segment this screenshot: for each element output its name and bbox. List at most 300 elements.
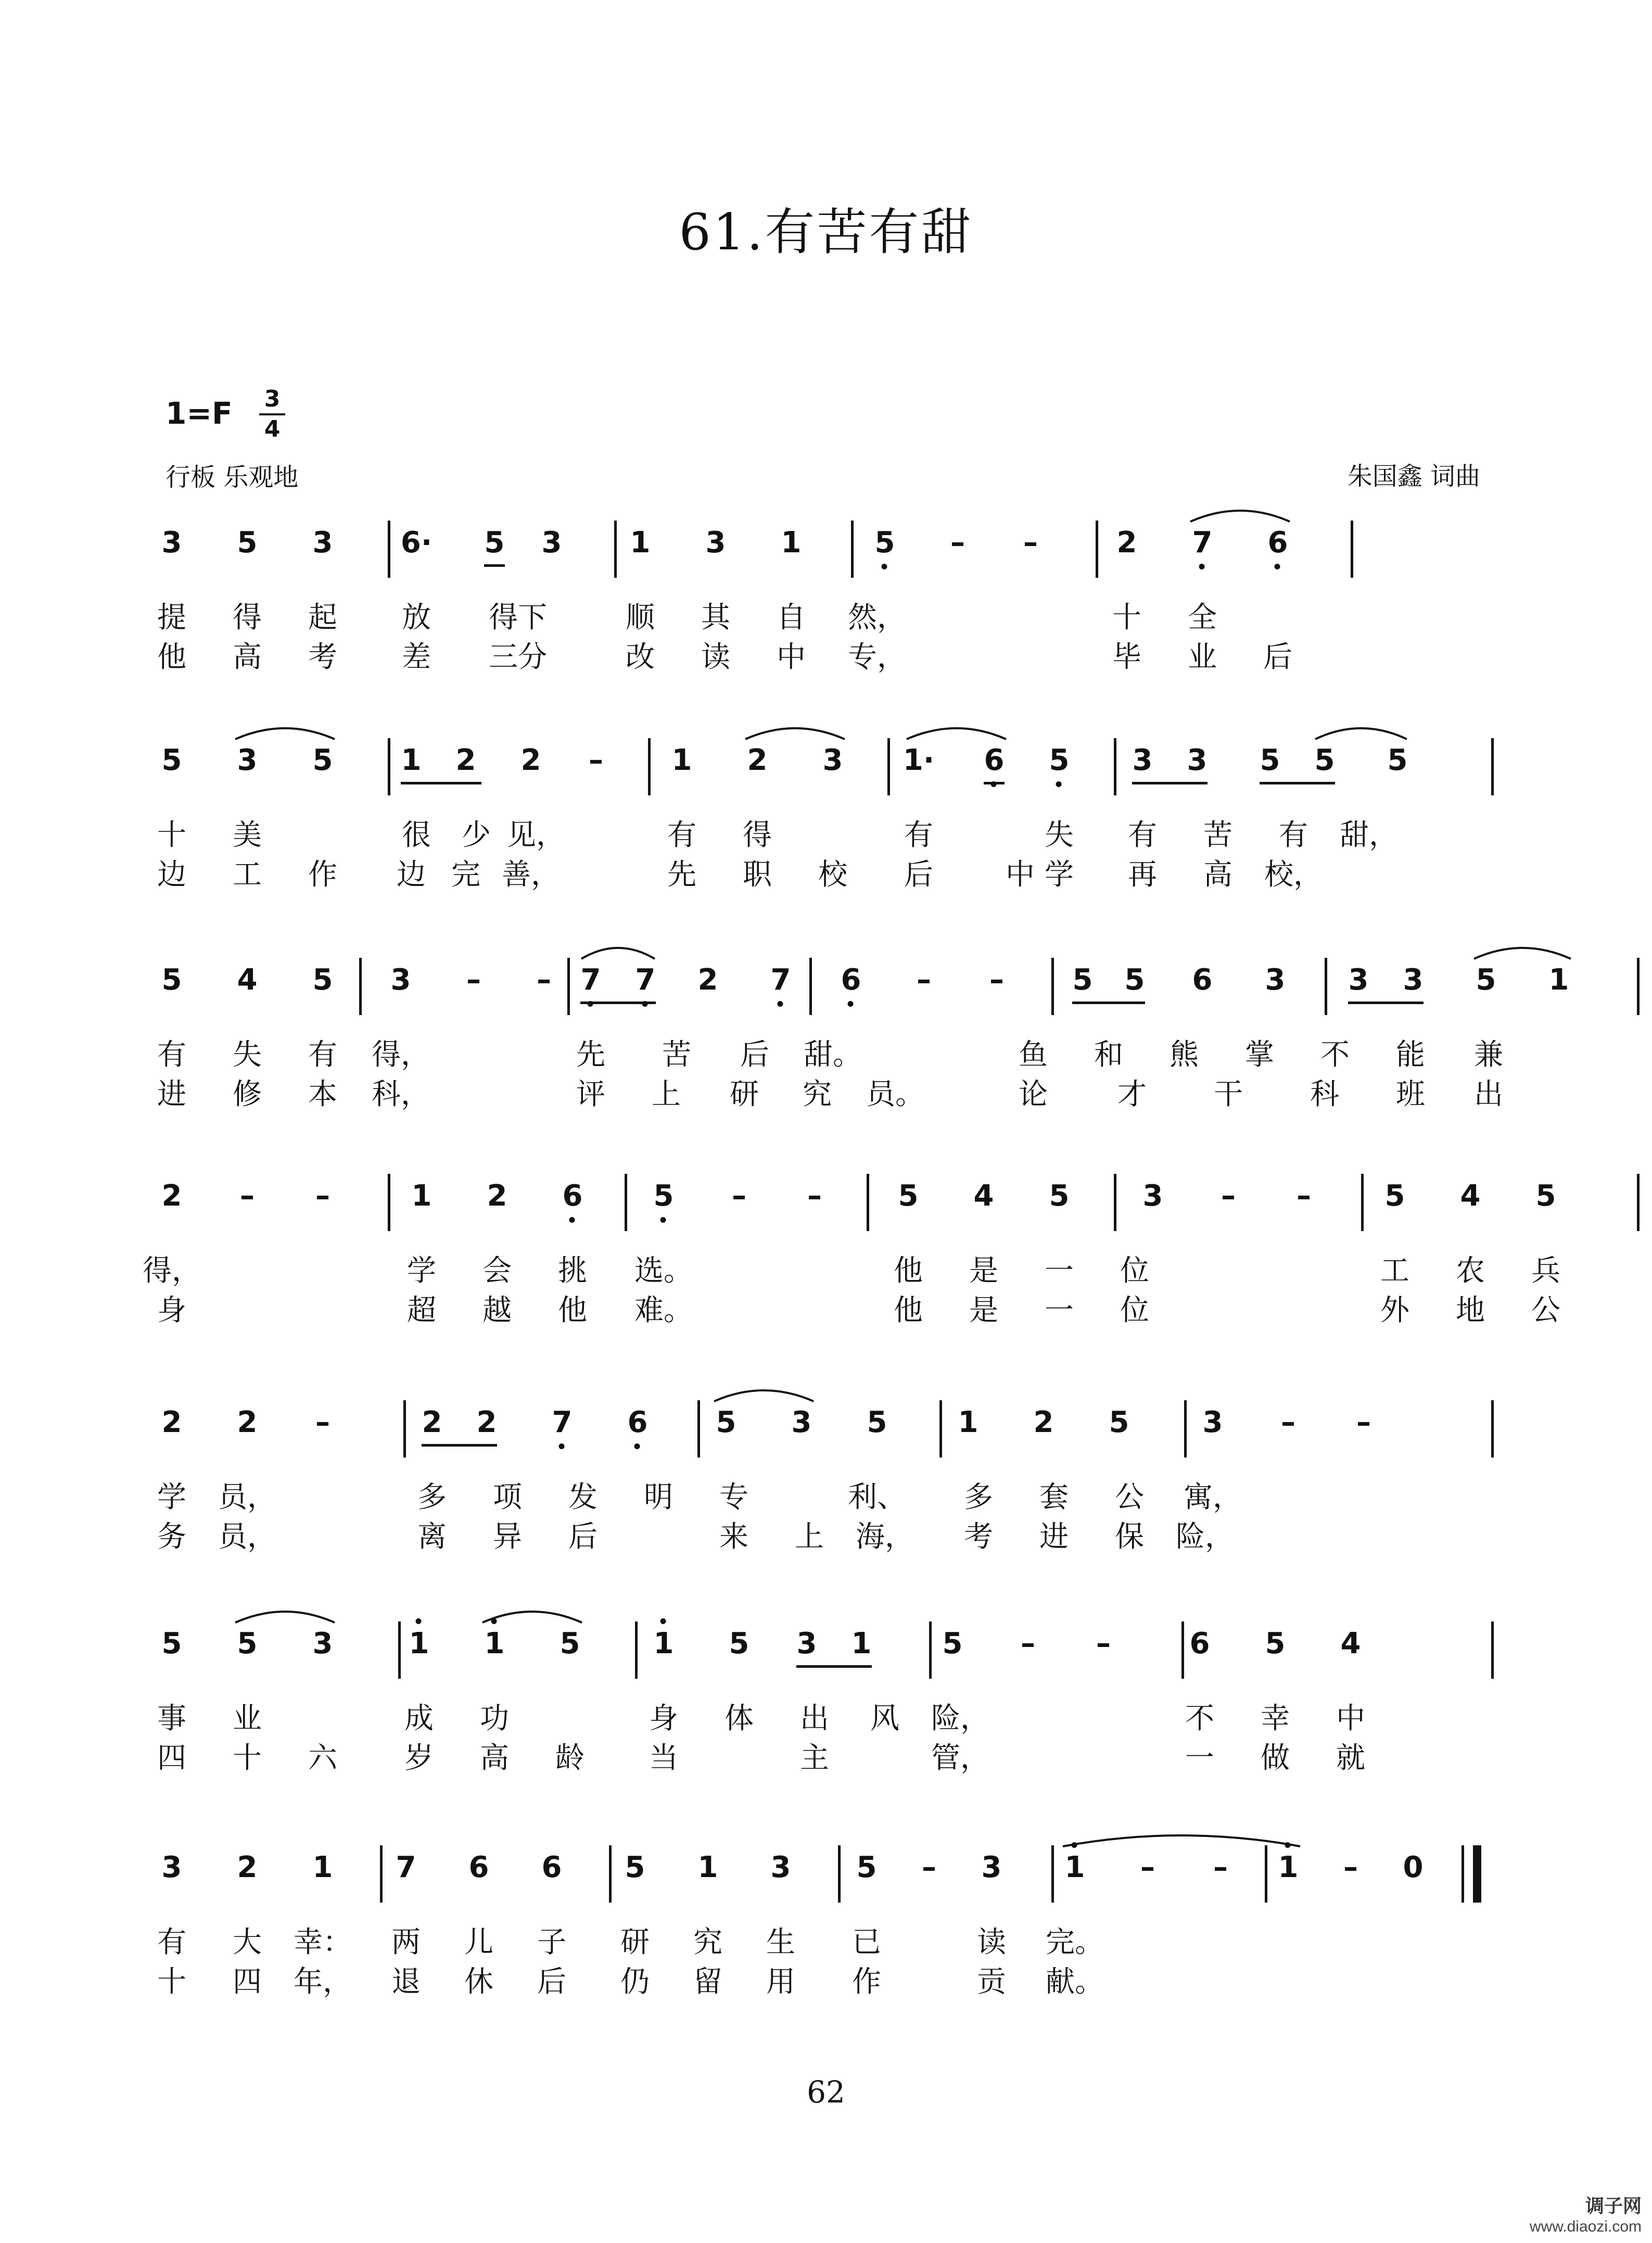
lyric: 离 xyxy=(417,1520,447,1554)
note: 5 xyxy=(312,963,333,997)
lyric: 公 xyxy=(1115,1480,1144,1514)
note: 3 xyxy=(390,963,411,997)
beam-underline xyxy=(984,782,1005,784)
lyric: 很 xyxy=(402,818,431,852)
note: 2 xyxy=(161,1405,182,1439)
score-system xyxy=(156,1621,1489,1793)
bar-line xyxy=(648,738,651,795)
lyric: 一 xyxy=(1185,1741,1214,1775)
note: – xyxy=(1356,1405,1371,1439)
lyric: 甜， xyxy=(1340,818,1398,852)
lyric: 两 xyxy=(391,1925,421,1959)
lyric: 研 xyxy=(620,1925,650,1959)
lyric: 自 xyxy=(777,601,806,635)
lyric: 当 xyxy=(649,1741,678,1775)
lyric: 贡 xyxy=(977,1965,1006,1999)
lyric: 有 xyxy=(1128,818,1157,852)
lyric: 项 xyxy=(493,1480,522,1514)
note: 7 xyxy=(552,1400,573,1445)
note: 4 xyxy=(1460,1179,1481,1213)
lyric: 他 xyxy=(894,1254,923,1288)
bar-line xyxy=(809,958,812,1015)
slur-arc xyxy=(713,1383,815,1403)
note: 3 xyxy=(161,526,182,560)
note: 3 xyxy=(1187,743,1208,777)
lyric: 究 xyxy=(693,1925,722,1959)
lyric: 兼 xyxy=(1474,1038,1503,1072)
note: 2 xyxy=(476,1405,497,1439)
note: 6 xyxy=(841,958,861,1003)
lyric: 十 xyxy=(157,818,186,852)
note: 5 xyxy=(1384,1179,1405,1213)
note: 2 xyxy=(487,1179,507,1213)
note: 1 xyxy=(851,1627,872,1661)
note: 3 xyxy=(770,1851,791,1884)
lyric: 选。 xyxy=(634,1254,693,1288)
time-signature xyxy=(259,386,285,442)
note: 5 xyxy=(1535,1179,1556,1213)
watermark-url: www.diaozi.com xyxy=(1529,2218,1642,2235)
note-row xyxy=(156,1621,1489,1679)
lyric: 专， xyxy=(848,640,906,674)
lyric: 不 xyxy=(1185,1702,1214,1735)
note: 5 xyxy=(1072,963,1093,997)
note-row xyxy=(156,738,1489,795)
slur-arc xyxy=(906,720,1007,741)
note: 3 xyxy=(312,1627,333,1661)
lyric: 校 xyxy=(818,858,847,892)
lyric: 有 xyxy=(157,1925,186,1959)
lyric: 海， xyxy=(856,1520,914,1554)
score-system xyxy=(156,1400,1489,1572)
lyric: 生 xyxy=(766,1925,795,1959)
lyric: 后 xyxy=(904,858,933,892)
note: 5 xyxy=(161,1627,182,1661)
bar-line xyxy=(851,521,854,578)
lyric: 熊 xyxy=(1170,1038,1199,1072)
lyric: 再 xyxy=(1128,858,1157,892)
lyric: 险， xyxy=(931,1702,989,1735)
note: 4 xyxy=(237,963,258,997)
lyric: 考 xyxy=(964,1520,993,1554)
note: 1· xyxy=(903,743,935,777)
lyric: 身 xyxy=(649,1702,678,1735)
lyric-line-1 xyxy=(156,1695,1489,1735)
lyric: 有 xyxy=(1279,818,1308,852)
lyric: 他 xyxy=(157,640,186,674)
lyric: 高 xyxy=(233,640,262,674)
note: 2 xyxy=(455,743,476,777)
lyric: 十 xyxy=(233,1741,262,1775)
note: 3 xyxy=(541,526,562,560)
bar-line xyxy=(403,1400,406,1458)
lyric: 寓， xyxy=(1184,1480,1242,1514)
note: 7 xyxy=(1192,521,1213,565)
lyric: 六 xyxy=(308,1741,337,1775)
lyric: 学 xyxy=(407,1254,436,1288)
note: 1 xyxy=(1548,963,1569,997)
bar-line xyxy=(867,1174,869,1231)
bar-line xyxy=(1361,1174,1364,1231)
note: 3 xyxy=(822,743,843,777)
note: 3 xyxy=(237,743,258,777)
note: 5 xyxy=(484,526,505,560)
lyric: 得下 xyxy=(489,601,547,635)
note: 5 xyxy=(716,1405,736,1439)
note: – xyxy=(1023,526,1038,560)
beam-underline xyxy=(1072,1002,1145,1004)
note: 2 xyxy=(1033,1405,1054,1439)
lyric: 套 xyxy=(1039,1480,1069,1514)
note: – xyxy=(1343,1851,1358,1884)
slur-arc xyxy=(1062,1828,1301,1848)
lyric: 出 xyxy=(1474,1078,1503,1111)
key-signature: 1=F xyxy=(166,396,233,431)
note: 6 xyxy=(541,1851,562,1884)
bar-line xyxy=(1491,738,1494,795)
beam-underline xyxy=(1348,1002,1424,1004)
lyric: 留 xyxy=(693,1965,722,1999)
lyric: 学 xyxy=(1045,858,1074,892)
lyric: 会 xyxy=(482,1254,512,1288)
lyric: 美 xyxy=(233,818,262,852)
lyric: 有 xyxy=(157,1038,186,1072)
bar-line xyxy=(1114,738,1116,795)
note: – xyxy=(989,963,1004,997)
lyric: 来 xyxy=(719,1520,748,1554)
lyric: 主 xyxy=(800,1741,829,1775)
score-system xyxy=(143,1174,1560,1346)
note: 6 xyxy=(468,1851,489,1884)
lyric: 作 xyxy=(852,1965,881,1999)
lyric: 员， xyxy=(218,1480,276,1514)
note: 2 xyxy=(697,963,718,997)
note: 5 xyxy=(560,1627,580,1661)
note: 1 xyxy=(671,743,692,777)
lyric: 论 xyxy=(1019,1078,1048,1111)
lyric: 边 xyxy=(397,858,426,892)
lyric: 功 xyxy=(480,1702,509,1735)
lyric: 后 xyxy=(537,1965,566,1999)
note: 1 xyxy=(1065,1845,1085,1890)
lyric: 一 xyxy=(1045,1254,1074,1288)
lyric: 不 xyxy=(1320,1038,1350,1072)
bar-line xyxy=(388,521,390,578)
lyric: 越 xyxy=(482,1294,512,1327)
lyric: 是 xyxy=(969,1254,998,1288)
lyric: 位 xyxy=(1120,1254,1149,1288)
lyric: 员。 xyxy=(866,1078,924,1111)
lyric: 儿 xyxy=(464,1925,493,1959)
note: 6 xyxy=(628,1400,648,1445)
lyric: 中 xyxy=(1006,858,1035,892)
note: 5 xyxy=(237,526,258,560)
note: 3 xyxy=(1348,963,1369,997)
lyric: 专 xyxy=(719,1480,748,1514)
lyric-line-2 xyxy=(156,1071,1503,1111)
lyric: 地 xyxy=(1456,1294,1485,1327)
lyric: 干 xyxy=(1214,1078,1243,1111)
note: – xyxy=(589,743,603,777)
note: 1 xyxy=(312,1851,333,1884)
lyric: 有 xyxy=(904,818,933,852)
watermark xyxy=(1530,2191,1642,2236)
bar-line xyxy=(939,1400,942,1458)
note: 7 xyxy=(771,958,791,1003)
lyric: 有 xyxy=(667,818,696,852)
lyric: 岁 xyxy=(404,1741,434,1775)
note: 5 xyxy=(1124,963,1145,997)
bar-line xyxy=(398,1621,401,1679)
lyric: 先 xyxy=(576,1038,605,1072)
lyric: 得 xyxy=(233,601,262,635)
note: 3 xyxy=(791,1405,812,1439)
time-signature-bottom: 4 xyxy=(264,416,281,442)
lyric: 就 xyxy=(1336,1741,1365,1775)
note: – xyxy=(240,1179,255,1213)
note: 2 xyxy=(747,743,768,777)
bar-line xyxy=(567,958,570,1015)
lyric: 和 xyxy=(1094,1038,1123,1072)
note: 7 xyxy=(396,1851,416,1884)
note: – xyxy=(315,1179,330,1213)
bar-line xyxy=(359,958,362,1015)
note: 5 xyxy=(1049,1179,1070,1213)
lyric: 业 xyxy=(233,1702,262,1735)
lyric: 修 xyxy=(233,1078,262,1111)
beam-underline xyxy=(1260,782,1335,784)
score-system xyxy=(156,738,1489,910)
lyric: 保 xyxy=(1115,1520,1144,1554)
lyric: 甜。 xyxy=(804,1038,862,1072)
lyric: 年， xyxy=(294,1965,352,1999)
lyric: 十 xyxy=(1112,601,1141,635)
lyric: 他 xyxy=(894,1294,923,1327)
lyric: 差 xyxy=(402,640,431,674)
lyric: 利、 xyxy=(848,1480,906,1514)
lyric: 研 xyxy=(730,1078,759,1111)
final-bar-thin xyxy=(1462,1845,1464,1903)
score-system xyxy=(156,521,1489,692)
lyric: 多 xyxy=(964,1480,993,1514)
beam-underline xyxy=(1132,782,1208,784)
lyric: 事 xyxy=(157,1702,186,1735)
beam-underline xyxy=(580,1002,656,1004)
lyric-line-2 xyxy=(156,1959,1489,1999)
note: 5 xyxy=(729,1627,749,1661)
bar-line xyxy=(380,1845,383,1903)
lyric: 完 xyxy=(451,858,480,892)
note: 1 xyxy=(781,526,802,560)
lyric: 得， xyxy=(143,1254,201,1288)
note: 5 xyxy=(875,521,895,565)
beam-underline xyxy=(422,1444,497,1447)
lyric: 失 xyxy=(233,1038,262,1072)
lyric: 工 xyxy=(233,858,262,892)
lyric: 是 xyxy=(969,1294,998,1327)
lyric: 善， xyxy=(502,858,560,892)
lyric: 掌 xyxy=(1245,1038,1274,1072)
slur-arc xyxy=(580,940,656,961)
note: 5 xyxy=(856,1851,877,1884)
note: 3 xyxy=(1265,963,1286,997)
note: 3 xyxy=(981,1851,1002,1884)
note: 2 xyxy=(1116,526,1137,560)
note: 3 xyxy=(796,1627,817,1661)
note: 5 xyxy=(625,1851,645,1884)
bar-line xyxy=(1184,1400,1187,1458)
lyric: 得 xyxy=(743,818,772,852)
lyric: 起 xyxy=(308,601,337,635)
note: 5 xyxy=(1265,1627,1286,1661)
bar-line xyxy=(1491,1621,1494,1679)
bar-line xyxy=(1637,958,1640,1015)
bar-line xyxy=(838,1845,841,1903)
score-system xyxy=(156,958,1569,1130)
beam-underline xyxy=(484,564,505,567)
lyric: 位 xyxy=(1120,1294,1149,1327)
lyric: 业 xyxy=(1188,640,1217,674)
note-row xyxy=(156,1845,1489,1903)
slur-arc xyxy=(1189,503,1291,524)
lyric-line-2 xyxy=(156,634,1489,674)
note: 5 xyxy=(237,1627,258,1661)
note: 6 xyxy=(1192,963,1213,997)
lyric-line-2 xyxy=(156,1514,1489,1554)
note: – xyxy=(1297,1179,1311,1213)
lyric: 明 xyxy=(644,1480,673,1514)
lyric: 读 xyxy=(977,1925,1006,1959)
lyric: 先 xyxy=(667,858,696,892)
lyric: 外 xyxy=(1380,1294,1409,1327)
note: – xyxy=(1021,1627,1035,1661)
lyric: 完。 xyxy=(1046,1925,1104,1959)
note: 5 xyxy=(1109,1405,1129,1439)
note: 2 xyxy=(520,743,541,777)
lyric-line-2 xyxy=(156,1287,1560,1327)
lyric: 务 xyxy=(157,1520,186,1554)
lyric: 上 xyxy=(795,1520,824,1554)
lyric: 有 xyxy=(308,1038,337,1072)
bar-line xyxy=(625,1174,627,1231)
note: 6· xyxy=(400,526,433,560)
note: – xyxy=(537,963,551,997)
note: – xyxy=(1221,1179,1236,1213)
final-bar-thick xyxy=(1473,1845,1481,1903)
lyric: 休 xyxy=(464,1965,493,1999)
note-row xyxy=(156,1400,1489,1458)
lyric: 十 xyxy=(157,1965,186,1999)
note: 1 xyxy=(630,526,651,560)
bar-line xyxy=(635,1621,638,1679)
lyric: 科 xyxy=(1310,1078,1339,1111)
note: 5 xyxy=(1476,963,1496,997)
lyric: 一 xyxy=(1045,1294,1074,1327)
note: 5 xyxy=(312,743,333,777)
bar-line xyxy=(388,1174,390,1231)
note: 5 xyxy=(1314,743,1335,777)
note: 3 xyxy=(1403,963,1424,997)
note: – xyxy=(1096,1627,1111,1661)
note-row xyxy=(156,521,1489,578)
lyric: 发 xyxy=(568,1480,598,1514)
lyric: 风 xyxy=(870,1702,899,1735)
note: – xyxy=(732,1179,746,1213)
lyric: 管， xyxy=(931,1741,989,1775)
lyric: 献。 xyxy=(1046,1965,1104,1999)
lyric: 全 xyxy=(1188,601,1217,635)
note: 6 xyxy=(1189,1627,1210,1661)
lyric: 上 xyxy=(652,1078,681,1111)
lyric: 出 xyxy=(800,1702,829,1735)
bar-line xyxy=(1637,1174,1640,1231)
lyric: 中 xyxy=(777,640,806,674)
note: 1 xyxy=(401,743,422,777)
bar-line xyxy=(1114,1174,1116,1231)
note: 5 xyxy=(1049,738,1070,783)
lyric: 改 xyxy=(626,640,655,674)
note: 4 xyxy=(1340,1627,1361,1661)
note: – xyxy=(1281,1405,1295,1439)
lyric: 仍 xyxy=(620,1965,650,1999)
lyric: 兵 xyxy=(1531,1254,1560,1288)
song-title: 61.有苦有甜 xyxy=(679,203,973,261)
lyric-line-1 xyxy=(156,594,1489,635)
lyric: 苦 xyxy=(662,1038,691,1072)
watermark-site-name: 调子网 xyxy=(1585,2195,1642,2216)
note: 6 xyxy=(984,738,1005,783)
note: 1 xyxy=(697,1851,718,1884)
bar-line xyxy=(1096,521,1098,578)
lyric: 三分 xyxy=(489,640,547,674)
note: 6 xyxy=(563,1174,583,1219)
lyric: 后 xyxy=(1263,640,1292,674)
lyric: 校， xyxy=(1264,858,1323,892)
bar-line xyxy=(697,1400,700,1458)
note: 4 xyxy=(973,1179,994,1213)
note: 1 xyxy=(654,1621,674,1666)
note: 2 xyxy=(161,1179,182,1213)
composer-credit: 朱国鑫 词曲 xyxy=(1347,462,1480,491)
lyric: 中 xyxy=(1336,1702,1365,1735)
note: 5 xyxy=(161,963,182,997)
lyric: 苦 xyxy=(1203,818,1232,852)
bar-line xyxy=(1325,958,1327,1015)
slur-arc xyxy=(744,720,846,741)
time-signature-top: 3 xyxy=(264,386,281,412)
lyric: 得， xyxy=(372,1038,430,1072)
note: 0 xyxy=(1403,1851,1424,1884)
bar-line xyxy=(1051,958,1054,1015)
lyric-line-1 xyxy=(156,812,1489,852)
note: – xyxy=(807,1179,822,1213)
lyric: 龄 xyxy=(555,1741,584,1775)
lyric: 班 xyxy=(1396,1078,1425,1111)
note: 5 xyxy=(1260,743,1280,777)
bar-line xyxy=(1181,1621,1184,1679)
note: 5 xyxy=(654,1174,674,1219)
lyric: 评 xyxy=(576,1078,605,1111)
bar-line xyxy=(1491,1400,1494,1458)
lyric: 失 xyxy=(1045,818,1074,852)
time-signature-line xyxy=(259,413,285,415)
lyric-line-1 xyxy=(156,1032,1503,1072)
lyric: 然， xyxy=(848,601,906,635)
note: 3 xyxy=(1142,1179,1163,1213)
lyric: 成 xyxy=(404,1702,434,1735)
bar-line xyxy=(614,521,617,578)
note: 2 xyxy=(422,1405,442,1439)
